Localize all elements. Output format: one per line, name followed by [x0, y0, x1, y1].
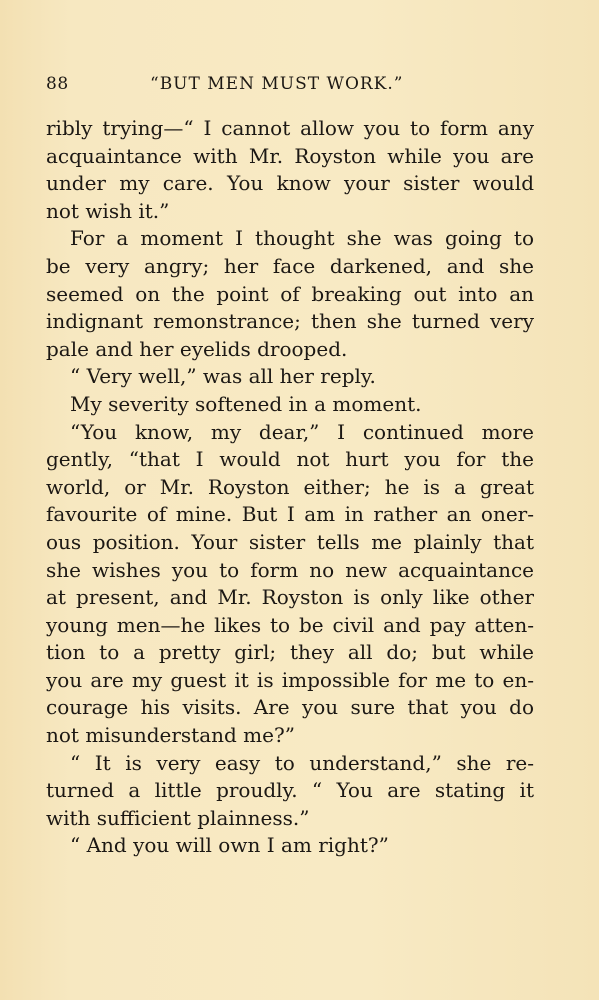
text-line: “ And you will own I am right?”	[70, 833, 389, 858]
text-line: favourite of mine. But I am in rather an oner-	[46, 502, 534, 527]
text-line: “ Very well,” was all her reply.	[70, 364, 376, 389]
text-line: My severity softened in a moment.	[70, 391, 422, 416]
text-line: gently, “that I would not hurt you for the	[46, 447, 534, 472]
text-line: she wishes you to form no new acquaintance	[46, 557, 534, 582]
text-line: acquaintance with Mr. Royston while you are	[46, 143, 534, 168]
text-line: turned a little proudly. “ You are stating it	[46, 778, 534, 803]
text-line: seemed on the point of breaking out into an	[46, 281, 534, 306]
text-line: under my care. You know your sister would	[46, 171, 534, 196]
text-line: world, or Mr. Royston either; he is a great	[46, 474, 534, 499]
text-line: “ It is very easy to understand,” she re-	[70, 750, 534, 775]
text-line: ribly trying—“ I cannot allow you to form any	[46, 116, 534, 140]
text-line: pale and her eyelids drooped.	[46, 336, 348, 361]
text-line: “You know, my dear,” I continued more	[70, 419, 534, 444]
text-line: courage his visits. Are you sure that you do	[46, 695, 534, 720]
text-line: ous position. Your sister tells me plainly that	[46, 529, 534, 554]
text-line: you are my guest it is impossible for me to en-	[46, 667, 534, 692]
running-head	[46, 71, 538, 97]
text-line: at present, and Mr. Royston is only like other	[46, 585, 534, 610]
text-line: indignant remonstrance; then she turned very	[46, 309, 534, 334]
text-line: not misunderstand me?”	[46, 723, 295, 748]
text-line: For a moment I thought she was going to	[70, 226, 534, 251]
text-line: be very angry; her face darkened, and she	[46, 253, 534, 278]
running-title: “BUT MEN MUST WORK.”	[150, 74, 404, 94]
text-line: young men—he likes to be civil and pay atten-	[46, 612, 534, 637]
text-line: with sufficient plainness.”	[46, 805, 310, 830]
page-number: 88	[46, 74, 69, 94]
text-line: tion to a pretty girl; they all do; but while	[46, 640, 534, 665]
body-text	[46, 115, 534, 860]
text-line: not wish it.”	[46, 198, 170, 223]
